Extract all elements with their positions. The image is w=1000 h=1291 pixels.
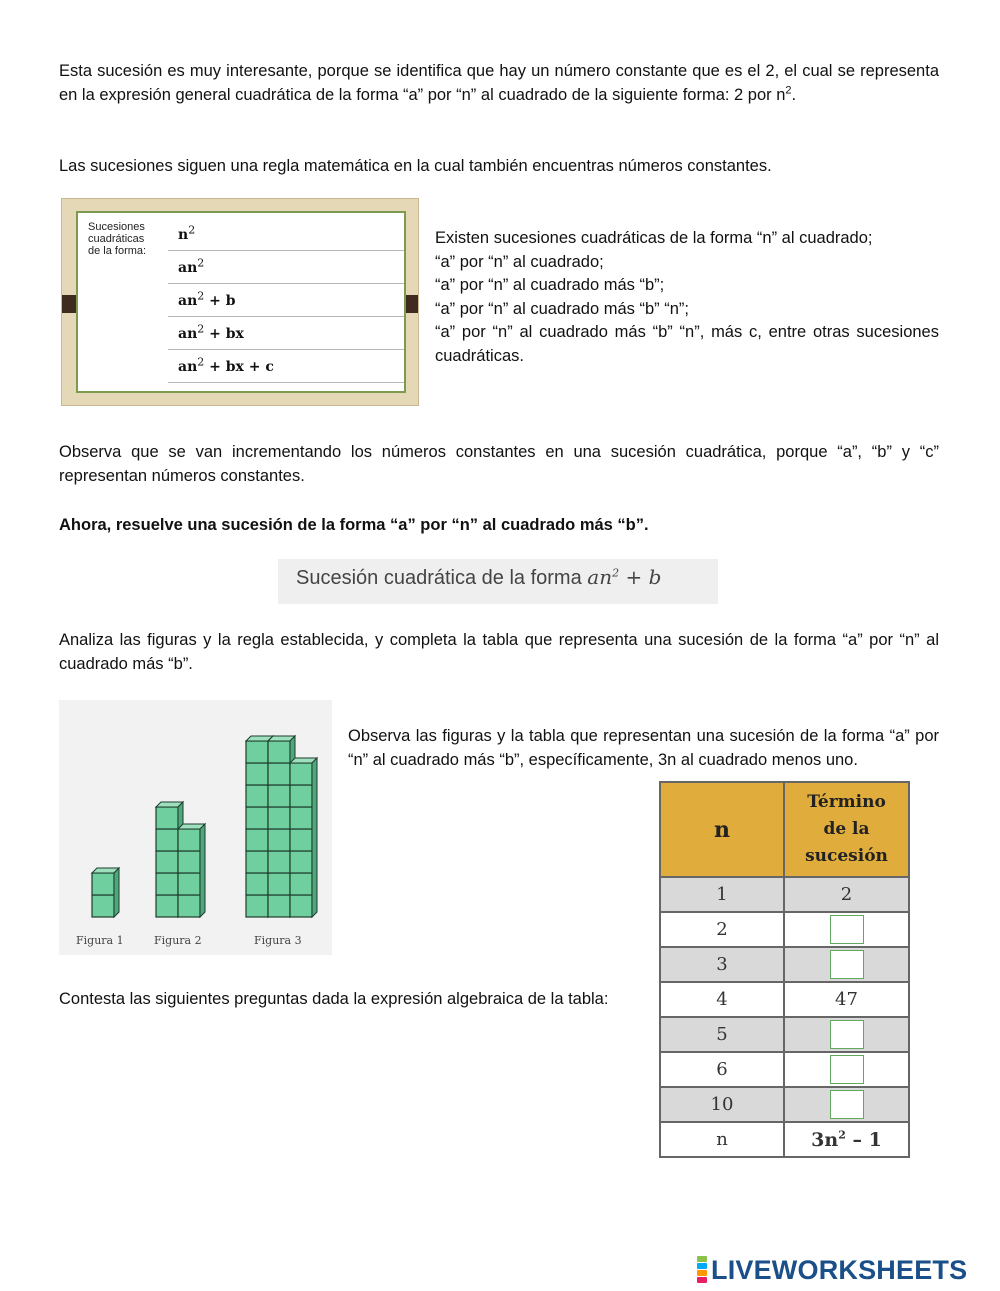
cell-n: 2 [660, 912, 784, 947]
figure-3-cube [290, 873, 312, 895]
quadratic-forms-board [61, 198, 419, 406]
figure-3-cube [246, 895, 268, 917]
figure-2-cube [156, 829, 178, 851]
table-row [660, 982, 909, 1017]
cube-figures-drawing [59, 700, 332, 955]
figure-3-cube [246, 741, 268, 763]
board-sheet [76, 211, 406, 393]
figure-2-cube [178, 895, 200, 917]
figure-1-cube-side [114, 868, 119, 917]
figure-2-cube [156, 851, 178, 873]
instruction-heading: Ahora, resuelve una sucesión de la forma “a” por “n” al cuadrado más “b”. [59, 516, 649, 534]
cell-term: 47 [784, 982, 909, 1017]
cell-n: n [660, 1122, 784, 1157]
figure-3-cube [246, 851, 268, 873]
figure-1-caption: Figura 1 [76, 934, 124, 947]
header-n: n [660, 782, 784, 877]
answer-input-n5[interactable] [830, 1020, 864, 1049]
figure-3-cube [268, 807, 290, 829]
figure-3-cube [268, 785, 290, 807]
form-row: $an^2$ + bx [168, 318, 404, 350]
figure-3-cube [246, 763, 268, 785]
forms-description: Existen sucesiones cuadráticas de la forma “n” al cuadrado; “a” por “n” al cuadrado; “a” por “n” al cuadrado más “b”; “a” por “n” al cuadrado más “b” “n”; “a” por “n” al cuadrado más “b” “n”, más c, entre otras sucesiones cuadráticas. [435, 229, 939, 365]
figure-3-cube [268, 763, 290, 785]
figure-1-cube [92, 895, 114, 917]
figure-3-cube [290, 785, 312, 807]
figure-3-cube-side [312, 758, 317, 917]
figure-2-cube [156, 873, 178, 895]
table-row [660, 1017, 909, 1052]
observe-figures-paragraph: Observa las figuras y la tabla que representan una sucesión de la forma “a” por “n” al cuadrado más “b”, específicamente, 3n al cuadrado menos uno. [348, 727, 939, 769]
table-row [660, 1052, 909, 1087]
banner-math: $an^2 + b$ [587, 565, 662, 589]
figure-2-cube [178, 873, 200, 895]
answer-input-n10[interactable] [830, 1090, 864, 1119]
cell-n: 5 [660, 1017, 784, 1052]
figure-3-cube [290, 807, 312, 829]
banner-text: Sucesión cuadrática de la forma [296, 567, 588, 589]
figure-3-cube [290, 851, 312, 873]
logo-mark-block [697, 1270, 707, 1276]
figure-3-cube [268, 741, 290, 763]
logo-mark-block [697, 1277, 707, 1283]
observation-paragraph: Observa que se van incrementando los números constantes en una sucesión cuadrática, porque “a”, “b” y “c” representan números constantes. [59, 443, 939, 485]
questions-prompt: Contesta las siguientes preguntas dada la expresión algebraica de la tabla: [59, 990, 609, 1008]
cell-formula: $3n^2 - 1$ [784, 1122, 909, 1157]
figure-3-caption: Figura 3 [254, 934, 302, 947]
figure-3-cube [246, 807, 268, 829]
sequence-table [659, 781, 910, 1158]
cell-n: 6 [660, 1052, 784, 1087]
sequence-title-banner [278, 559, 718, 604]
table-row [660, 877, 909, 912]
cell-n: 10 [660, 1087, 784, 1122]
cell-n: 4 [660, 982, 784, 1017]
intro-paragraph: Esta sucesión es muy interesante, porque se identifica que hay un número constante que es el 2, el cual se representa en la expresión general cuadrática de la forma “a” por “n” al cuadrado de la siguiente forma: 2 por $n^2$. [59, 62, 939, 104]
form-row: $an^2$ [168, 252, 404, 284]
form-row: $an^2$ + bx + c [168, 351, 404, 383]
figure-2-cube [178, 851, 200, 873]
analyze-paragraph: Analiza las figuras y la regla establecida, y completa la tabla que representa una sucesión de la forma “a” por “n” al cuadrado más “b”. [59, 631, 939, 673]
figure-3-cube [246, 829, 268, 851]
table-row [660, 1087, 909, 1122]
cube-figures [59, 700, 332, 955]
figure-1-cube [92, 873, 114, 895]
cell-term [784, 1017, 909, 1052]
cell-term [784, 1052, 909, 1087]
figure-3-cube [290, 895, 312, 917]
figure-2-cube [178, 829, 200, 851]
figure-3-cube [268, 829, 290, 851]
figure-3-cube [246, 785, 268, 807]
answer-input-n6[interactable] [830, 1055, 864, 1084]
rules-paragraph: Las sucesiones siguen una regla matemática en la cual también encuentras números constantes. [59, 157, 772, 175]
board-label: Sucesiones cuadráticas de la forma: [88, 221, 147, 257]
header-term: Término de la sucesión [784, 782, 909, 877]
cell-term [784, 912, 909, 947]
cell-n: 1 [660, 877, 784, 912]
figure-3-cube [268, 873, 290, 895]
table-row [660, 947, 909, 982]
form-row: $n^2$ [168, 219, 404, 251]
figure-3-cube [290, 763, 312, 785]
answer-input-n3[interactable] [830, 950, 864, 979]
form-row: $an^2 + b$ [168, 285, 404, 317]
logo-mark-icon [697, 1256, 707, 1284]
figure-2-caption: Figura 2 [154, 934, 202, 947]
figure-3-cube [268, 895, 290, 917]
cell-term [784, 1087, 909, 1122]
table-row [660, 912, 909, 947]
logo-mark-block [697, 1263, 707, 1269]
liveworksheets-logo [697, 1255, 967, 1285]
figure-2-cube-side [200, 824, 205, 917]
cell-n: 3 [660, 947, 784, 982]
figure-2-cube [156, 807, 178, 829]
logo-mark-block [697, 1256, 707, 1262]
figure-2-cube [156, 895, 178, 917]
figure-3-cube [290, 829, 312, 851]
answer-input-n2[interactable] [830, 915, 864, 944]
cell-term: 2 [784, 877, 909, 912]
figure-3-cube [246, 873, 268, 895]
figure-3-cube [268, 851, 290, 873]
table-row [660, 1122, 909, 1157]
cell-term [784, 947, 909, 982]
logo-wordmark: LIVEWORKSHEETS [711, 1254, 968, 1285]
